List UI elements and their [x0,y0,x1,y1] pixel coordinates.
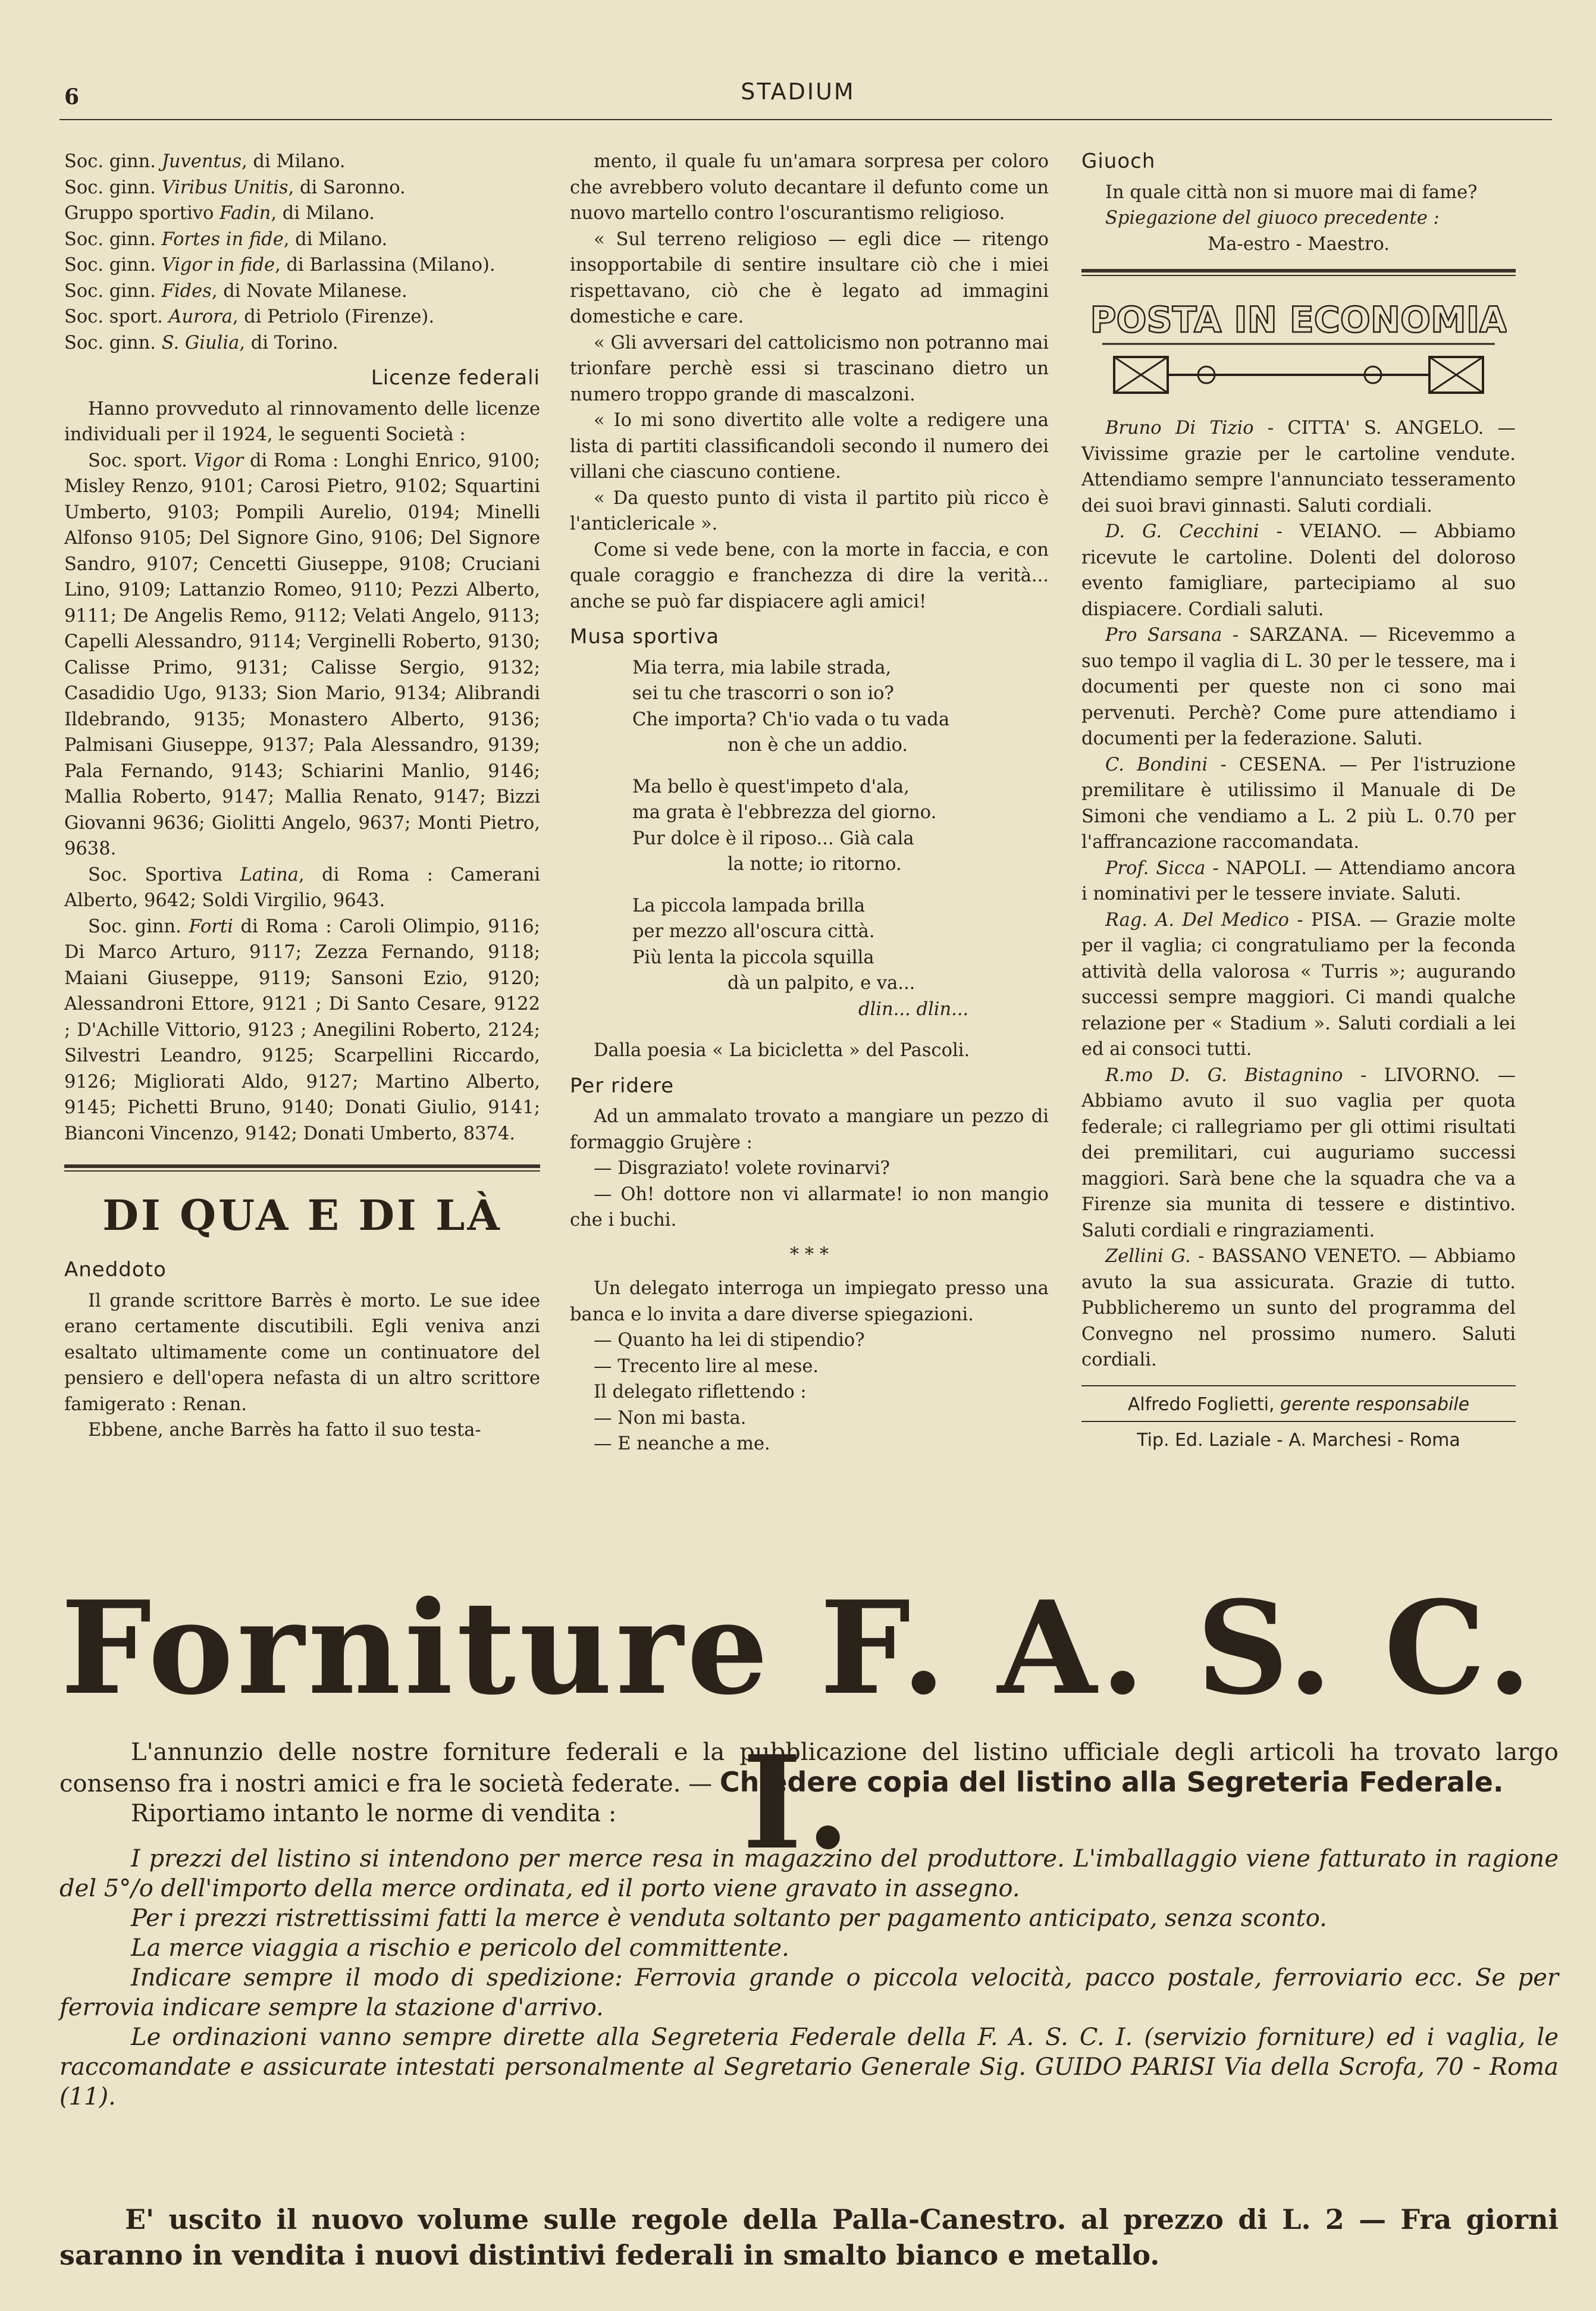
licenze-entry: Soc. ginn. Forti di Roma : Caroli Olimpio, 9116; Di Marco Arturo, 9117; Zezza Fernando, 9118; Maiani Giuseppe, 9119; Sansoni Ezio, 9120; Alessandroni Ettore, 9121 ; Di Santo Cesare, 9122 ; D'Achille Vittorio, 9123 ; Anegilini Roberto, 2124; Silvestri Leandro, 9125; Scarpellini Riccardo, 9126; Migliorati Aldo, 9127; Martino Alberto, 9145; Pichetti Bruno, 9140; Donati Giulio, 9141; Bianconi Vincenzo, 9142; Donati Umberto, 8374. [64,916,540,1144]
joke-line: — E neanche a me. [594,1433,770,1454]
poem-line: Ma bello è quest'impeto d'ala, [632,776,910,797]
poem-line: dà un palpito, e va... [728,973,915,994]
joke-line: Il delegato riflettendo : [594,1382,807,1402]
section-divider [64,1164,540,1172]
poem-line: la notte; io ritorno. [728,854,902,875]
aneddoto-paragraph: « Sul terreno religioso — egli dice — ritengo insopportabile di sentire insultare ciò che i miei rispettavano, ciò che è legato ad immagini domestiche e care. [570,228,1049,327]
forniture-intro: L'annunzio delle nostre forniture federali e la pubblicazione del listino ufficiale degli articoli ha trovato largo consenso fra i nostri amici e fra le società federate. — [59,1739,1559,1798]
joke-line: — Oh! dottore non vi allarmate! io non mangio che i buchi. [570,1183,1049,1230]
poem-line: per mezzo all'oscura città. [632,921,875,942]
aneddoto-paragraph: Il grande scrittore Barrès è morto. Le sue idee erano certamente discutibili. Egli veniva anzi esaltato ultimamente come un continuatore del pensiero e dell'opera nefasta di un altro scrittore famigerato : Renan. [64,1290,540,1415]
aneddoto-paragraph: Come si vede bene, con la morte in faccia, e con quale coraggio e franchezza di dire la verità... anche se può far dispiacere agli amici! [570,539,1049,612]
joke-line: Ad un ammalato trovato a mangiare un pezzo di formaggio Grujère : [570,1106,1049,1153]
poem-stanza [632,893,1049,1023]
stars-separator: * * * [789,1244,829,1265]
society-item: Soc. sport. Aurora, di Petriolo (Firenze). [64,306,435,327]
society-item: Soc. ginn. Juventus, di Milano. [64,151,346,172]
posta-message: - BASSANO VENETO. — Abbiamo avuto la sua assicurata. Grazie di tutto. Pubblicheremo un sunto del programma del Convegno nel prossimo numero. Saluti cordiali. [1081,1246,1516,1370]
society-item: Soc. ginn. Fortes in fide, di Milano. [64,228,388,250]
sale-rule: La merce viaggia a rischio e pericolo del committente. [131,1934,789,1962]
licenze-heading: Licenze federali [371,366,540,390]
giuoch-question: In quale città non si muore mai di fame? [1105,181,1478,203]
aneddoto-text [64,1288,540,1443]
posta-item [1081,1063,1516,1244]
posta-item [1081,856,1516,907]
joke-line: — Trecento lire al mese. [594,1355,819,1377]
posta-recipient: Bruno Di Tizio [1105,418,1254,439]
posta-message: - VEIANO. — Abbiamo ricevute le cartoline. Dolenti del doloroso evento famigliare, partecipiamo al suo dispiacere. Cordiali saluti. [1081,521,1516,620]
posta-title: POSTA IN ECONOMIA [1090,299,1507,341]
joke-one [570,1104,1049,1233]
printer-rule [1081,1421,1516,1422]
poem-line: Che importa? Ch'io vada o tu vada [632,709,950,730]
sale-rules [59,1844,1559,2112]
signature-role: gerente responsabile [1280,1394,1470,1415]
section-title: DI QUA E DI LÀ [102,1191,502,1240]
posta-recipient: R.mo D. G. Bistagnino [1105,1064,1343,1086]
society-item: Soc. ginn. Viribus Unitis, di Saronno. [64,177,406,198]
musa-heading: Musa sportiva [570,625,720,649]
aneddoto-paragraph: « Io mi sono divertito alle volte a redigere una lista di partiti classificandoli secondo il numero dei villani che ciascuno contiene. [570,410,1049,483]
posta-items [1081,415,1516,1373]
society-item: Soc. ginn. Fides, di Novate Milanese. [64,280,407,302]
column-middle [570,149,1049,1457]
posta-item [1081,415,1516,519]
sale-rule: Indicare sempre il modo di spedizione: Ferrovia grande o piccola velocità, pacco postale, ferroviario ecc. Se per ferrovia indicare sempre la stazione d'arrivo. [59,1964,1559,2021]
posta-divider [1081,269,1516,276]
sale-rule: Le ordinazioni vanno sempre dirette alla Segreteria Federale della F. A. S. C. I. (servizio forniture) ed i vaglia, le raccomandate e assicurate intestati personalmente al Segretario Generale Sig. GUIDO PARISI Via della Scrofa, 70 - Roma (11). [59,2024,1559,2110]
society-item: Gruppo sportivo Fadin, di Milano. [64,203,375,224]
masthead-title: STADIUM [741,79,855,105]
joke-line: Un delegato interroga un impiegato presso una banca e lo invita a dare diverse spiegazioni. [570,1278,1049,1325]
column-right [1081,149,1516,1454]
giuoch-heading: Giuoch [1081,149,1156,173]
posta-item [1081,519,1516,622]
society-item: Soc. ginn. S. Giulia, di Torino. [64,332,338,353]
signature-name: Alfredo Foglietti, [1127,1394,1281,1415]
posta-message: - SARZANA. — Ricevemmo a suo tempo il vaglia di L. 30 per le tessere, ma i documenti per queste non ci sono mai pervenuti. Perchè? Come pure attendiamo i documenti per la federazione. Saluti. [1081,625,1516,749]
poem-stanza [632,655,1049,759]
signature [1081,1391,1516,1418]
licenze-intro: Hanno provveduto al rinnovamento delle licenze individuali per il 1924, le seguenti Società : [64,398,540,445]
posta-recipient: Pro Sarsana [1105,625,1222,646]
final-announcement [59,2202,1559,2273]
header-rule [59,119,1552,120]
poem-stanza [632,774,1049,878]
aneddoto-paragraph: « Gli avversari del cattolicismo non potranno mai trionfare perchè essi si trascinano dietro un numero troppo grande di mascalzoni. [570,332,1049,405]
posta-message: - NAPOLI. — Attendiamo ancora i nominativi per le tessere inviate. Saluti. [1081,857,1516,904]
poem [570,655,1049,1023]
poem-source: Dalla poesia « La bicicletta » del Pascoli. [594,1040,970,1061]
posta-recipient: Rag. A. Del Medico [1105,909,1290,931]
society-item: Soc. ginn. Vigor in fide, di Barlassina (Milano). [64,255,496,275]
aneddoto-heading: Aneddoto [64,1258,167,1282]
final-text: E' uscito il nuovo volume sulle regole della Palla-Canestro. al prezzo di L. 2 — Fra giorni saranno in vendita i nuovi distintivi federali in smalto bianco e metallo. [59,2203,1559,2271]
poem-line: sei tu che trascorri o son io? [632,683,894,704]
posta-message: - LIVORNO. — Abbiamo avuto il suo vaglia per quota federale; ci rallegriamo per gli ottimi risultati dei premilitari, cui auguriamo successi maggiori. Sarà bene che la squadra che va a Firenze sia munita di tessere e distintivo. Saluti cordiali e ringraziamenti. [1081,1064,1516,1241]
licenze-entry: Soc. sport. Vigor di Roma : Longhi Enrico, 9100; Misley Renzo, 9101; Carosi Pietro, 9102; Squartini Umberto, 9103; Pompili Aurelio, 0194; Minelli Alfonso 9105; Del Signore Gino, 9106; Del Signore Sandro, 9107; Cencetti Giuseppe, 9108; Cruciani Lino, 9109; Lattanzio Romeo, 9110; Pezzi Alberto, 9111; De Angelis Remo, 9112; Velati Angelo, 9113; Capelli Alessandro, 9114; Verginelli Roberto, 9130; Calisse Primo, 9131; Calisse Sergio, 9132; Casadidio Ugo, 9133; Sion Mario, 9134; Alibrandi Ildebrando, 9135; Monastero Alberto, 9136; Palmisani Giuseppe, 9137; Pala Alessandro, 9139; Pala Fernando, 9143; Schiarini Manlio, 9146; Mallia Roberto, 9147; Mallia Renato, 9147; Bizzi Giovanni 9636; Giolitti Angelo, 9637; Monti Pietro, 9638. [64,450,540,859]
poem-line: ma grata è l'ebbrezza del giorno. [632,802,937,823]
posta-item [1081,907,1516,1063]
poem-line: Più lenta la piccola squilla [632,947,874,968]
column-left [64,149,540,1443]
posta-message: - PISA. — Grazie molte per il vaglia; ci congratuliamo per la feconda attività della valorosa « Turris »; augurando successi sempre maggiori. Ci mandi qualche relazione per « Stadium ». Saluti cordiali a lei ed ai consoci tutti. [1081,909,1516,1060]
aneddoto-paragraph: mento, il quale fu un'amara sorpresa per coloro che avrebbero voluto decantare il defunto come un nuovo martello contro l'oscurantismo religioso. [570,151,1049,224]
licenze-entry: Soc. Sportiva Latina, di Roma : Camerani Alberto, 9642; Soldi Virgilio, 9643. [64,864,540,911]
joke-line: — Non mi basta. [594,1407,747,1429]
page-number: 6 [64,84,80,109]
posta-recipient: D. G. Cecchini [1105,521,1259,542]
posta-item [1081,622,1516,752]
poem-line: non è che un addio. [728,735,908,756]
spiegazione-answer: Ma-estro - Maestro. [1208,233,1390,255]
printer: Tip. Ed. Laziale - A. Marchesi - Roma [1137,1429,1460,1451]
posta-item [1081,1244,1516,1373]
joke-two [570,1276,1049,1457]
spiegazione-label: Spiegazione del giuoco precedente : [1105,208,1440,228]
societies-list [64,149,540,356]
aneddoto-continuation [570,149,1049,615]
poem-line: dlin... dlin... [858,998,969,1020]
joke-line: — Disgraziato! volete rovinarvi? [594,1158,890,1179]
posta-recipient: C. Bondini [1105,754,1208,775]
forniture-intro-bold: Chiedere copia del listino alla Segreteria Federale. [719,1766,1504,1798]
poem-line: Pur dolce è il riposo... Già cala [632,828,914,849]
forniture-title: Forniture F. A. S. C. I. [61,1573,1535,1878]
posta-recipient: Zellini G. [1105,1246,1191,1267]
licenze-list [64,448,540,1147]
aneddoto-paragraph: Ebbene, anche Barrès ha fatto il suo testa- [88,1420,481,1441]
posta-message: - CITTA' S. ANGELO. — Vivissime grazie per le cartoline vendute. Attendiamo sempre l'annunciato tesseramento dei suoi bravi ginnasti. Saluti cordiali. [1081,418,1516,516]
rules-intro: Riportiamo intanto le norme di vendita : [131,1800,617,1827]
forniture-body [59,1737,1559,2112]
sale-rule: Per i prezzi ristrettissimi fatti la merce è venduta soltanto per pagamento anticipato, senza sconto. [131,1905,1327,1932]
poem-line: La piccola lampada brilla [632,895,866,916]
joke-line: — Quanto ha lei di stipendio? [594,1330,865,1351]
posta-in-economia-logo [1090,290,1507,409]
posta-item [1081,752,1516,856]
aneddoto-paragraph: « Da questo punto di vista il partito più ricco è l'anticlericale ». [570,487,1049,534]
posta-recipient: Prof. Sicca [1105,857,1206,879]
posta-message: - CESENA. — Per l'istruzione premilitare è utilissimo il Manuale di De Simoni che vendiamo a L. 2 più L. 0.70 per l'affrancazione raccomandata. [1081,754,1516,853]
ridere-heading: Per ridere [570,1073,675,1098]
sale-rule: I prezzi del listino si intendono per merce resa in magazzino del produttore. L'imballaggio viene fatturato in ragione del 5°/o dell'importo della merce ordinata, ed il porto viene gravato in assegno. [59,1845,1559,1902]
poem-line: Mia terra, mia labile strada, [632,657,892,678]
signature-rule [1081,1385,1516,1386]
